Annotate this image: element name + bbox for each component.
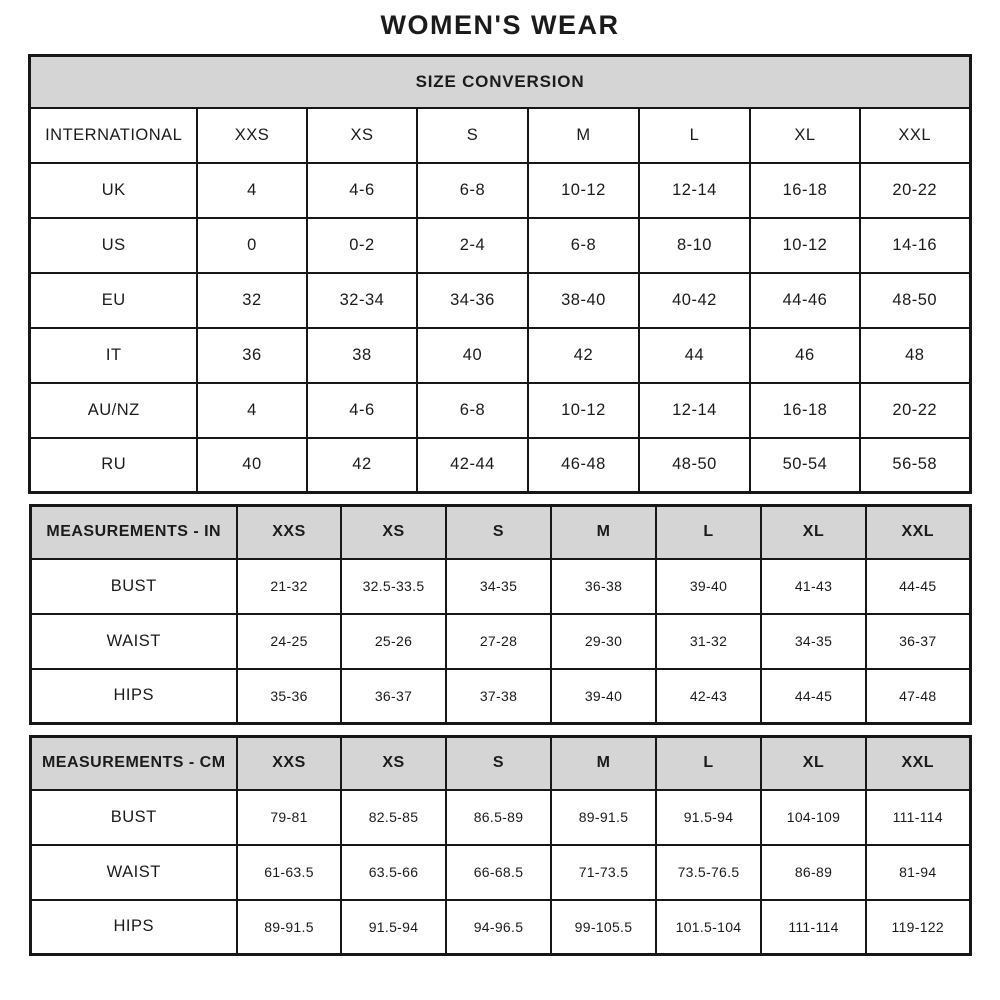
table-cell: 42-44 bbox=[417, 438, 528, 493]
column-header-xs: XS bbox=[341, 506, 446, 559]
table-cell: 39-40 bbox=[656, 559, 761, 614]
table-row-bust-cm bbox=[30, 790, 970, 845]
row-label-it: IT bbox=[30, 328, 197, 383]
table-cell: 61-63.5 bbox=[237, 845, 341, 900]
table-cell: 38-40 bbox=[528, 273, 639, 328]
table-cell: 24-25 bbox=[237, 614, 341, 669]
measurements-in-table bbox=[29, 504, 972, 725]
table-cell: 32-34 bbox=[307, 273, 417, 328]
table-cell: 44-46 bbox=[750, 273, 860, 328]
table-cell: 34-35 bbox=[761, 614, 866, 669]
column-header-s: S bbox=[417, 108, 528, 163]
table-cell: 79-81 bbox=[237, 790, 341, 845]
measurements-cm-table bbox=[29, 735, 972, 956]
table-cell: 38 bbox=[307, 328, 417, 383]
table-cell: 32.5-33.5 bbox=[341, 559, 446, 614]
table-cell: 34-36 bbox=[417, 273, 528, 328]
column-header-xl: XL bbox=[761, 506, 866, 559]
table-cell: 2-4 bbox=[417, 218, 528, 273]
table-cell: 37-38 bbox=[446, 669, 551, 724]
row-label-bust: BUST bbox=[30, 790, 237, 845]
row-label-aunz: AU/NZ bbox=[30, 383, 197, 438]
table-cell: 42-43 bbox=[656, 669, 761, 724]
size-conversion-column-row bbox=[30, 108, 970, 163]
table-cell: 46 bbox=[750, 328, 860, 383]
table-row-ru bbox=[30, 438, 970, 493]
table-row-waist-in bbox=[30, 614, 970, 669]
table-cell: 10-12 bbox=[528, 163, 639, 218]
table-cell: 36-38 bbox=[551, 559, 656, 614]
column-header-international: INTERNATIONAL bbox=[30, 108, 197, 163]
column-header-xxl: XXL bbox=[866, 506, 970, 559]
table-row-us bbox=[30, 218, 970, 273]
row-label-waist: WAIST bbox=[30, 614, 237, 669]
table-cell: 27-28 bbox=[446, 614, 551, 669]
table-row-bust-in bbox=[30, 559, 970, 614]
table-cell: 32 bbox=[197, 273, 307, 328]
table-cell: 44-45 bbox=[761, 669, 866, 724]
row-label-hips: HIPS bbox=[30, 900, 237, 955]
table-cell: 41-43 bbox=[761, 559, 866, 614]
table-cell: 42 bbox=[528, 328, 639, 383]
table-cell: 46-48 bbox=[528, 438, 639, 493]
table-cell: 44-45 bbox=[866, 559, 970, 614]
table-cell: 40 bbox=[197, 438, 307, 493]
table-cell: 16-18 bbox=[750, 163, 860, 218]
table-cell: 8-10 bbox=[639, 218, 750, 273]
column-header-xxs: XXS bbox=[197, 108, 307, 163]
column-header-xxl: XXL bbox=[866, 737, 970, 790]
table-cell: 0-2 bbox=[307, 218, 417, 273]
column-header-xs: XS bbox=[307, 108, 417, 163]
table-cell: 111-114 bbox=[866, 790, 970, 845]
table-row-uk bbox=[30, 163, 970, 218]
table-cell: 44 bbox=[639, 328, 750, 383]
table-cell: 10-12 bbox=[528, 383, 639, 438]
table-cell: 0 bbox=[197, 218, 307, 273]
table-cell: 16-18 bbox=[750, 383, 860, 438]
table-cell: 89-91.5 bbox=[551, 790, 656, 845]
column-header-xl: XL bbox=[750, 108, 860, 163]
column-header-xl: XL bbox=[761, 737, 866, 790]
table-cell: 21-32 bbox=[237, 559, 341, 614]
column-header-xxl: XXL bbox=[860, 108, 970, 163]
table-cell: 10-12 bbox=[750, 218, 860, 273]
row-label-hips: HIPS bbox=[30, 669, 237, 724]
table-cell: 36 bbox=[197, 328, 307, 383]
table-row-hips-cm bbox=[30, 900, 970, 955]
table-cell: 99-105.5 bbox=[551, 900, 656, 955]
table-cell: 29-30 bbox=[551, 614, 656, 669]
table-cell: 48-50 bbox=[639, 438, 750, 493]
table-cell: 6-8 bbox=[417, 163, 528, 218]
measurements-in-header-row bbox=[30, 506, 970, 559]
table-cell: 12-14 bbox=[639, 383, 750, 438]
table-cell: 14-16 bbox=[860, 218, 970, 273]
column-header-s: S bbox=[446, 737, 551, 790]
column-header-l: L bbox=[639, 108, 750, 163]
table-cell: 40 bbox=[417, 328, 528, 383]
table-cell: 91.5-94 bbox=[341, 900, 446, 955]
table-cell: 94-96.5 bbox=[446, 900, 551, 955]
column-header-m: M bbox=[528, 108, 639, 163]
table-cell: 66-68.5 bbox=[446, 845, 551, 900]
table-cell: 34-35 bbox=[446, 559, 551, 614]
column-header-s: S bbox=[446, 506, 551, 559]
table-cell: 42 bbox=[307, 438, 417, 493]
table-cell: 47-48 bbox=[866, 669, 970, 724]
page-title: WOMEN'S WEAR bbox=[380, 10, 620, 40]
table-cell: 63.5-66 bbox=[341, 845, 446, 900]
table-cell: 86-89 bbox=[761, 845, 866, 900]
measurements-in-title: MEASUREMENTS - IN bbox=[30, 506, 237, 559]
table-cell: 71-73.5 bbox=[551, 845, 656, 900]
table-cell: 82.5-85 bbox=[341, 790, 446, 845]
table-cell: 81-94 bbox=[866, 845, 970, 900]
table-cell: 104-109 bbox=[761, 790, 866, 845]
table-row-eu bbox=[30, 273, 970, 328]
table-cell: 35-36 bbox=[237, 669, 341, 724]
table-cell: 39-40 bbox=[551, 669, 656, 724]
table-cell: 119-122 bbox=[866, 900, 970, 955]
table-cell: 36-37 bbox=[866, 614, 970, 669]
table-cell: 6-8 bbox=[417, 383, 528, 438]
table-cell: 101.5-104 bbox=[656, 900, 761, 955]
table-cell: 6-8 bbox=[528, 218, 639, 273]
column-header-xxs: XXS bbox=[237, 737, 341, 790]
table-cell: 40-42 bbox=[639, 273, 750, 328]
table-cell: 4 bbox=[197, 383, 307, 438]
column-header-l: L bbox=[656, 737, 761, 790]
column-header-xs: XS bbox=[341, 737, 446, 790]
column-header-m: M bbox=[551, 737, 656, 790]
size-conversion-header-row bbox=[30, 56, 970, 108]
table-cell: 48-50 bbox=[860, 273, 970, 328]
table-cell: 20-22 bbox=[860, 383, 970, 438]
column-header-l: L bbox=[656, 506, 761, 559]
table-cell: 12-14 bbox=[639, 163, 750, 218]
measurements-cm-header-row bbox=[30, 737, 970, 790]
table-cell: 73.5-76.5 bbox=[656, 845, 761, 900]
row-label-waist: WAIST bbox=[30, 845, 237, 900]
row-label-uk: UK bbox=[30, 163, 197, 218]
row-label-us: US bbox=[30, 218, 197, 273]
table-row-hips-in bbox=[30, 669, 970, 724]
size-conversion-table bbox=[28, 54, 971, 494]
measurements-cm-title: MEASUREMENTS - CM bbox=[30, 737, 237, 790]
column-header-m: M bbox=[551, 506, 656, 559]
table-row-it bbox=[30, 328, 970, 383]
table-cell: 48 bbox=[860, 328, 970, 383]
table-cell: 111-114 bbox=[761, 900, 866, 955]
row-label-eu: EU bbox=[30, 273, 197, 328]
table-cell: 86.5-89 bbox=[446, 790, 551, 845]
size-conversion-title: SIZE CONVERSION bbox=[30, 56, 970, 108]
table-cell: 20-22 bbox=[860, 163, 970, 218]
row-label-bust: BUST bbox=[30, 559, 237, 614]
table-cell: 4-6 bbox=[307, 383, 417, 438]
table-cell: 50-54 bbox=[750, 438, 860, 493]
row-label-ru: RU bbox=[30, 438, 197, 493]
table-cell: 36-37 bbox=[341, 669, 446, 724]
table-row-aunz bbox=[30, 383, 970, 438]
table-cell: 31-32 bbox=[656, 614, 761, 669]
table-cell: 4 bbox=[197, 163, 307, 218]
table-cell: 89-91.5 bbox=[237, 900, 341, 955]
table-cell: 56-58 bbox=[860, 438, 970, 493]
column-header-xxs: XXS bbox=[237, 506, 341, 559]
table-cell: 91.5-94 bbox=[656, 790, 761, 845]
table-row-waist-cm bbox=[30, 845, 970, 900]
table-cell: 4-6 bbox=[307, 163, 417, 218]
table-cell: 25-26 bbox=[341, 614, 446, 669]
